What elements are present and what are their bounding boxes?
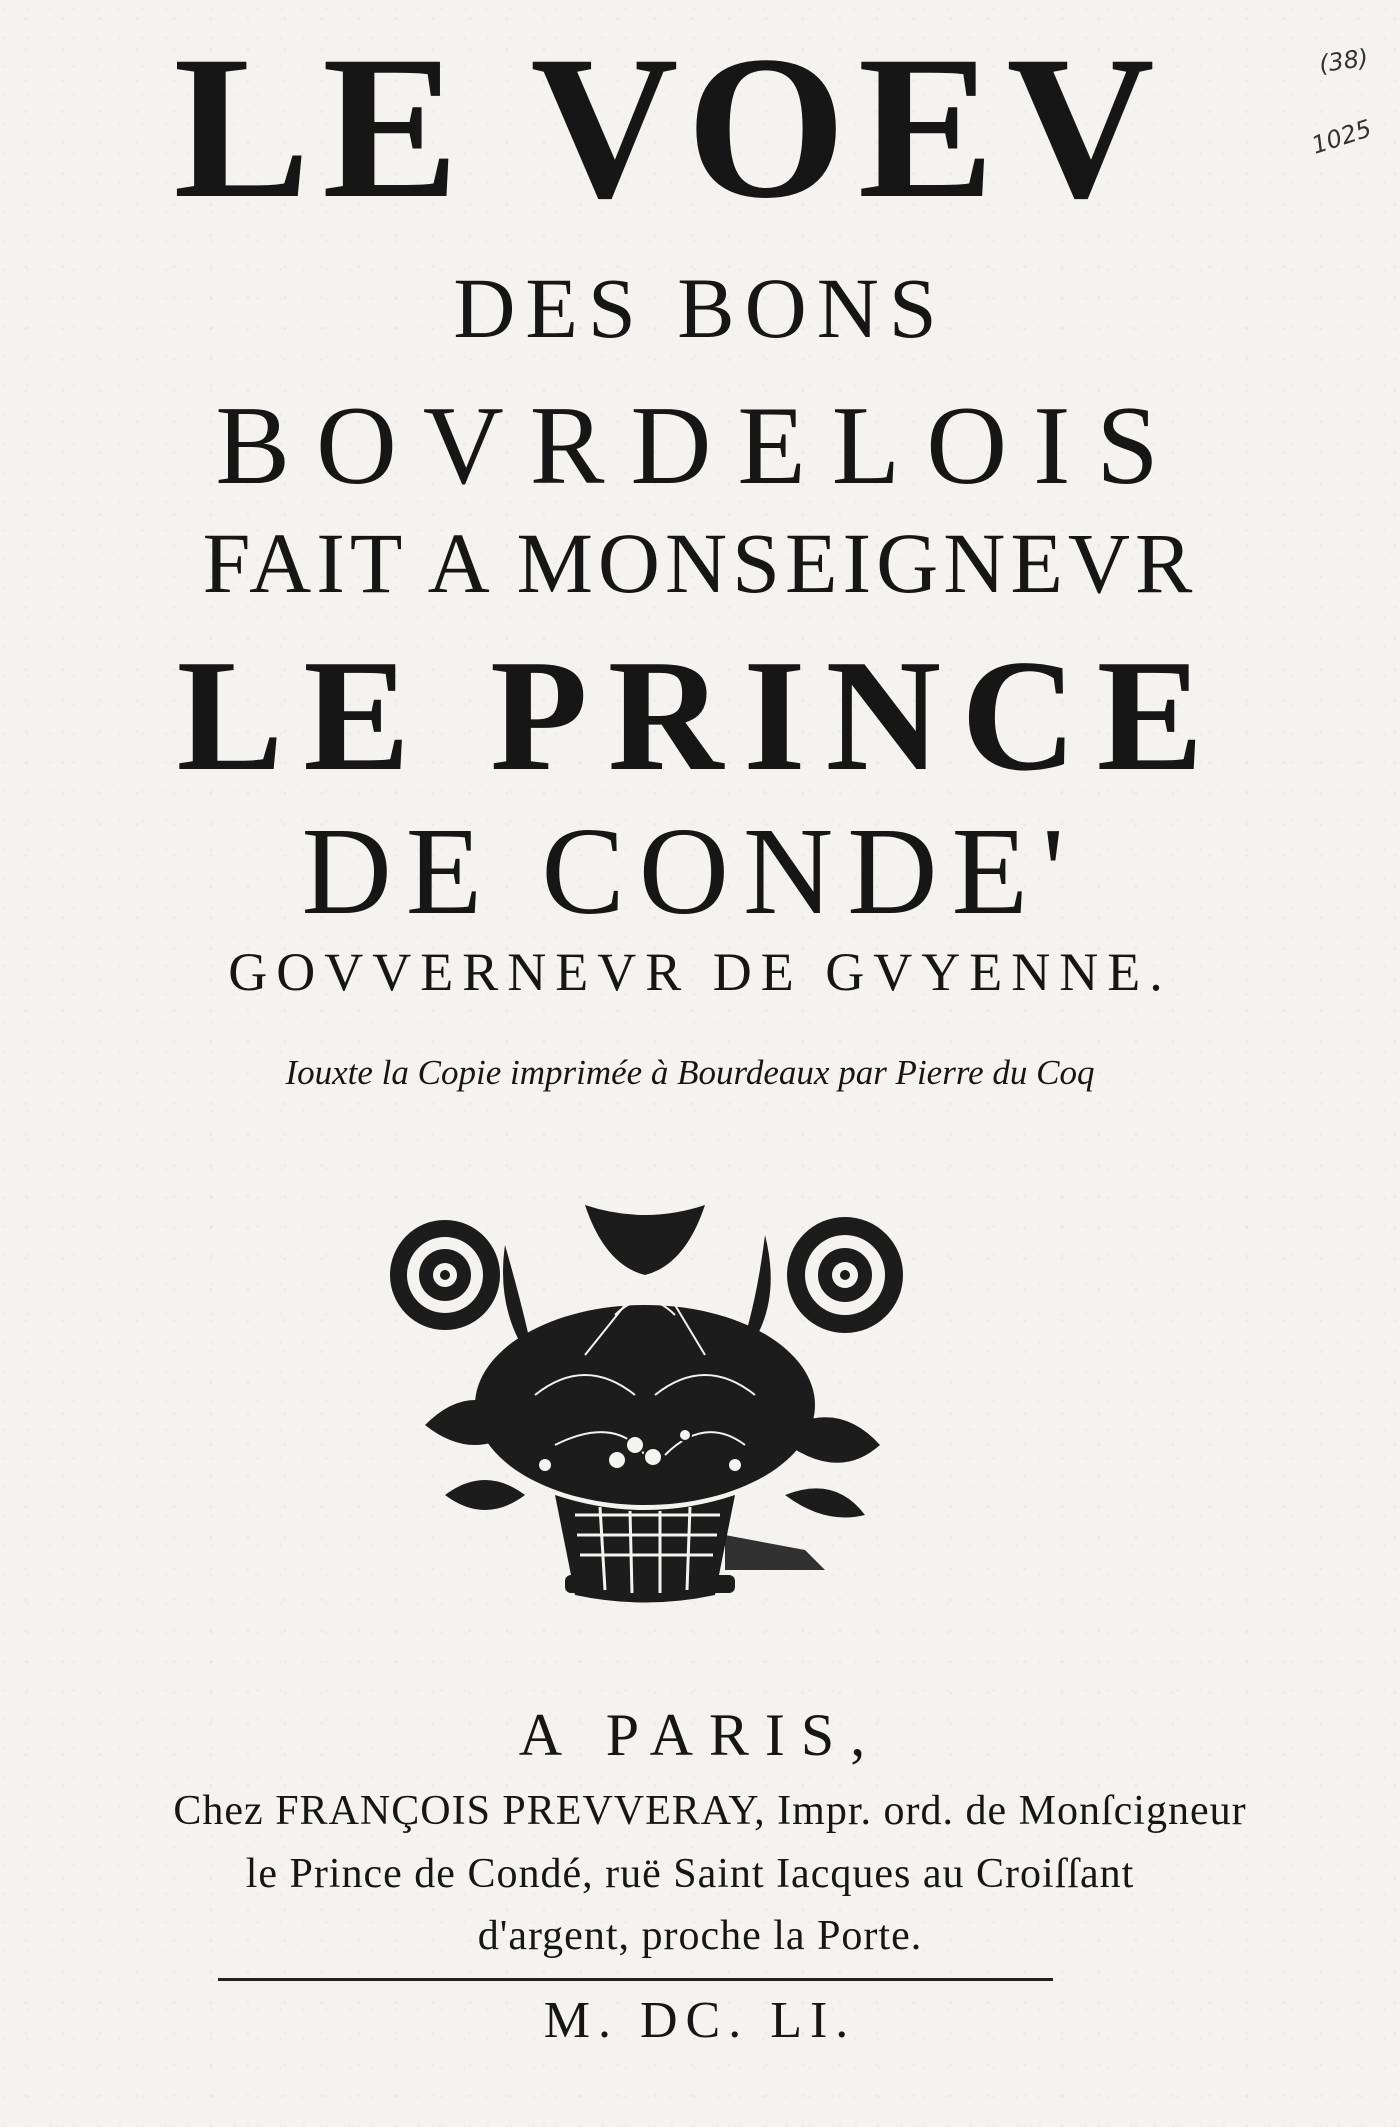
flower-basket-woodcut-icon (385, 1195, 905, 1605)
margin-note-number: (38) (1317, 43, 1370, 79)
margin-note-code: 1025 (1308, 114, 1375, 160)
imprint-city: A PARIS, (518, 1702, 882, 1768)
imprint-line-1: Chez FRANÇOIS PREVVERAY, Impr. ord. de Monſcigneur (173, 1788, 1247, 1834)
imprint-line-3: d'argent, proche la Porte. (477, 1913, 923, 1959)
title-line-1: LE VOEV (173, 14, 1167, 241)
divider-rule (218, 1978, 1053, 1981)
imprint-line-2: le Prince de Condé, ruë Saint Iacques au Croiſſant (245, 1851, 1135, 1897)
title-line-3: BOVRDELOIS (215, 384, 1185, 508)
title-line-4: FAIT A MONSEIGNEVR (202, 515, 1198, 611)
imprint-year: M. DC. LI. (543, 1992, 857, 2049)
title-line-7: GOVVERNEVR DE GVYENNE. (228, 942, 1172, 1002)
margin-annotation (1302, 43, 1375, 175)
title-line-6: DE CONDE' (301, 803, 1079, 941)
title-line-5: LE PRINCE (176, 626, 1224, 804)
title-line-2: DES BONS (453, 260, 947, 356)
copy-note: Iouxte la Copie imprimée à Bourdeaux par Pierre du Coq (285, 1053, 1095, 1092)
